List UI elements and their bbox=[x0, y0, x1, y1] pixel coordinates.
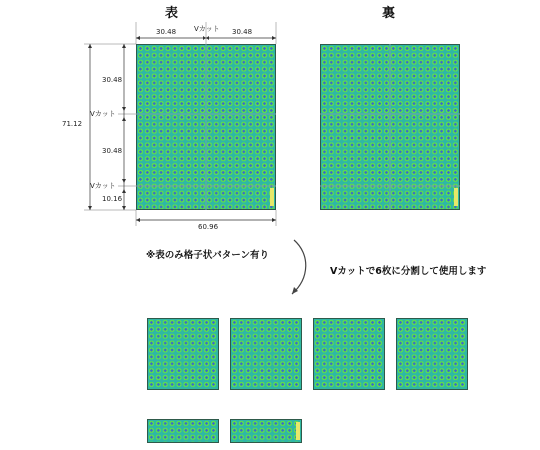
pattern-note: ※表のみ格子状パターン有り bbox=[146, 250, 270, 261]
piece-square-1 bbox=[147, 318, 219, 390]
dim-left-a: 30.48 bbox=[102, 76, 123, 84]
piece-square-2 bbox=[230, 318, 302, 390]
cut-note: Vカットで6枚に分割して使用します bbox=[330, 266, 487, 277]
dim-left-b: 30.48 bbox=[102, 147, 123, 155]
back-vcut-lines bbox=[320, 44, 460, 210]
strip-label bbox=[296, 422, 300, 440]
piece-strip-1 bbox=[147, 419, 219, 443]
front-vcut-lines bbox=[136, 44, 276, 210]
piece-strip-2 bbox=[230, 419, 302, 443]
dim-left-vcut2: Vカット bbox=[90, 182, 116, 190]
curved-arrow bbox=[280, 236, 320, 302]
back-side-header: 裏 bbox=[382, 6, 396, 21]
dim-top-left: 30.48 bbox=[156, 28, 177, 36]
piece-square-3 bbox=[313, 318, 385, 390]
dim-bottom: 60.96 bbox=[198, 223, 219, 231]
dim-top-vcut: Vカット bbox=[194, 25, 220, 33]
back-label-strip bbox=[454, 188, 458, 206]
front-side-header: 表 bbox=[165, 6, 179, 21]
dim-top-right: 30.48 bbox=[232, 28, 253, 36]
dim-left-c: 10.16 bbox=[102, 195, 123, 203]
dim-left-vcut1: Vカット bbox=[90, 110, 116, 118]
dim-total-height: 71.12 bbox=[62, 120, 83, 128]
piece-square-4 bbox=[396, 318, 468, 390]
front-label-strip bbox=[270, 188, 274, 206]
